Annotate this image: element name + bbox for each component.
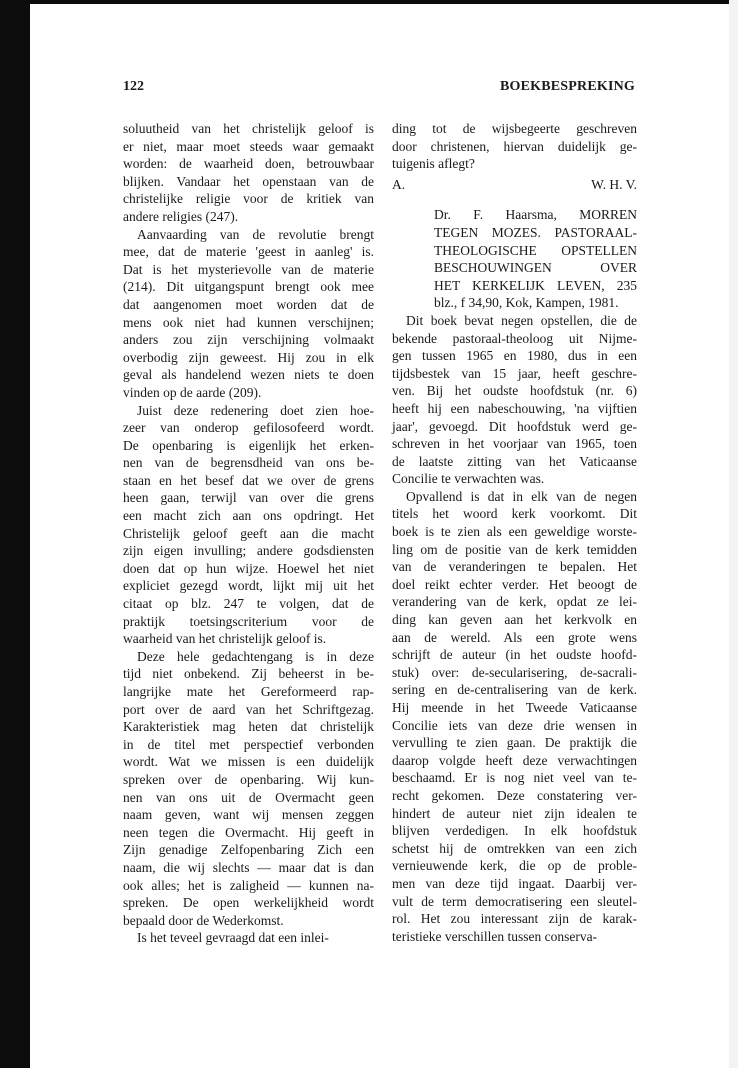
book-reference-line: BESCHOUWINGEN OVER [434, 260, 637, 276]
text-line: door christenen, hiervan duidelijk ge- [392, 138, 637, 154]
text-line: teristieke verschillen tussen conserva- [392, 928, 598, 944]
text-line: van de veranderingen te bepalen. Het [392, 559, 637, 575]
text-line: Opvallend is dat in elk van de negen [406, 488, 637, 504]
text-line: Is het teveel gevraagd dat een inlei- [137, 930, 329, 946]
text-line: recht gekomen. Deze constatering ver- [392, 787, 637, 803]
text-line: een macht zich aan ons opdringt. Het [123, 508, 374, 524]
scan-border-right [729, 0, 738, 1068]
text-line: er niet, maar moet steeds waar gemaakt [123, 138, 374, 154]
text-line: doel reikt echter verder. Het beoogt de [392, 576, 637, 592]
text-line: De openbaring is eigenlijk het erken- [123, 437, 374, 453]
text-line: nen van ons uit de Overmacht geen [123, 789, 374, 805]
text-line: Juist deze redenering doet zien hoe- [137, 402, 374, 418]
text-line: staan en het besef dat we over de grens [123, 472, 374, 488]
text-line: Karakteristiek mag heten dat christelijk [123, 719, 374, 735]
continuation-paragraph [392, 120, 637, 173]
text-line: titels het woord kerk voorkomt. Dit [392, 506, 637, 522]
text-line: Aanvaarding van de revolutie brengt [137, 226, 374, 242]
text-line: verandering van de kerk, opdat ze lei- [392, 594, 637, 610]
text-line: vult de term democratisering een sleutel- [392, 893, 637, 909]
text-line: ven. Bij het oudste hoofdstuk (nr. 6) [392, 383, 637, 399]
text-line: Dat is het mysterievolle van de materie [123, 261, 374, 277]
text-line: aan de wereld. Als een grote wens [392, 629, 637, 645]
text-line: geval als handelend wezen niets te doen [123, 367, 374, 383]
text-line: langrijke mate het Gereformeerd rap- [123, 684, 374, 699]
text-line: blijken. Vandaar het openstaan van de [123, 173, 374, 189]
text-line: Hij meende in het Tweede Vaticaanse [392, 700, 637, 715]
text-line: tuigenis aflegt? [392, 156, 475, 172]
text-line: daarop volgde heeft deze verwachtingen [392, 752, 637, 768]
text-line: expliciet gezegd wordt, lijkt mij uit het [123, 578, 374, 594]
text-line: Zijn genadige Zelfopenbaring Zich een [123, 842, 374, 858]
text-line: zeer van onderop gefilosofeerd wordt. [123, 420, 374, 436]
text-line: port over de aard van het Schriftgezag. [123, 701, 374, 717]
text-line: heen gaan, terwijl van over die grens [123, 490, 374, 506]
text-line: men van deze tijd ingaat. Daarbij ver- [392, 875, 637, 891]
text-line: naam, die wij slechts — maar dat is dan [123, 859, 374, 875]
text-line: rol. Het zou interessant zijn de karak- [392, 911, 637, 927]
text-line: neen tegen die Overmacht. Hij geeft in [123, 824, 374, 840]
text-line: bepaald door de Wederkomst. [123, 912, 284, 928]
book-reference-line: TEGEN MOZES. PASTORAAL- [434, 224, 637, 240]
scan-border-left [0, 0, 30, 1068]
text-line: Dit boek bevat negen opstellen, die de [406, 312, 637, 328]
text-line: ding kan geven aan het kerkvolk en [392, 612, 637, 628]
text-line: boek is te zien als een geweldige worste- [392, 524, 637, 540]
book-reference-line: THEOLOGISCHE OPSTELLEN [434, 242, 637, 258]
text-line: Concilie iets van deze drie wensen in [392, 717, 637, 733]
text-line: schreven in het voorjaar van 1965, toen [392, 436, 637, 452]
text-line: Deze hele gedachtengang is in deze [137, 648, 374, 664]
text-line: spreken over de openbaring. Wij kun- [123, 771, 374, 787]
book-reference-line: Dr. F. Haarsma, MORREN [434, 207, 637, 223]
left-column [123, 120, 374, 947]
text-line: sering en de-centralisering van de kerk. [392, 682, 637, 698]
book-reference [434, 206, 637, 312]
text-line: christelijke religie voor de kritiek van [123, 191, 374, 207]
text-line: spreken. De open werkelijkheid wordt [123, 895, 374, 911]
text-line: soluutheid van het christelijk geloof is [123, 121, 374, 136]
text-line: andere religies (247). [123, 208, 239, 224]
right-column [392, 120, 637, 945]
text-line: anders zou zijn verschijning volmaakt [123, 332, 374, 348]
text-line: tijd niet onbekend. Zij beheerst in be- [123, 666, 374, 682]
text-line: doen dat op hun wijze. Hoewel het niet [123, 560, 374, 576]
running-header [123, 79, 635, 99]
text-line: Christelijk geloof geeft aan die macht [123, 525, 374, 541]
text-line: wordt. Wat we missen is een duidelijk [123, 754, 374, 770]
text-line: vinden op de aarde (209). [123, 384, 262, 400]
book-reference-line: HET KERKELIJK LEVEN, 235 [434, 277, 637, 293]
text-line: (214). Dit uitgangspunt brengt ook mee [123, 279, 374, 295]
review-signature [392, 176, 637, 194]
text-line: waarheid van het christelijk geloof is. [123, 631, 327, 647]
text-line: in de titel met perspectief verbonden [123, 736, 374, 752]
text-line: vervulling te zien gaan. De praktijk die [392, 735, 637, 751]
text-line: mee, dat de materie 'geest in aanleg' is. [123, 244, 374, 260]
scan-border-top [0, 0, 738, 4]
review-body [392, 312, 637, 945]
text-line: vernieuwende kerk, die op de proble- [392, 858, 637, 874]
text-line: zijn eigen invulling; andere godsdiensten [123, 543, 374, 559]
book-reference-line: blz., f 34,90, Kok, Kampen, 1981. [434, 295, 619, 311]
text-line: naam geven, want wij mensen zeggen [123, 807, 374, 823]
text-line: worden: de waarheid doen, betrouwbaar [123, 156, 374, 172]
text-line: schrijft de auteur (in het oudste hoofd- [392, 647, 637, 663]
text-line: schetst hij de omtrekken van een zich [392, 840, 637, 856]
text-line: tijdsbestek van 15 jaar, heeft geschre- [392, 365, 637, 381]
text-line: ook alles; het is zaligheid — kunnen na- [123, 877, 374, 893]
text-line: mens ook niet had kunnen verschijnen; [123, 314, 374, 330]
text-line: Concilie te verwachten was. [392, 471, 545, 487]
text-line: stuk) over: de-secularisering, de-sacrali- [392, 664, 637, 680]
page-number: 122 [123, 79, 144, 94]
text-line: blijven verdedigen. In elk hoofdstuk [392, 823, 637, 839]
text-line: overbodig zijn geweest. Hij zou in elk [123, 349, 374, 365]
text-line: citaat op blz. 247 te volgen, dat de [123, 596, 374, 612]
text-line: ding tot de wijsbegeerte geschreven [392, 121, 637, 136]
text-line: praktijk toetsingscriterium voor de [123, 613, 374, 629]
text-line: hindert de auteur niet zijn idealen te [392, 805, 637, 821]
text-line: de laatste zitting van het Vaticaanse [392, 453, 637, 469]
signature-author: W. H. V. [591, 176, 637, 192]
text-line: heeft hij een nabeschouwing, 'na vijftien [392, 400, 637, 416]
section-title: BOEKBESPREKING [499, 79, 635, 94]
text-line: dat aangenomen moet worden dat de [123, 296, 374, 312]
text-line: bekende pastoraal-theoloog uit Nijme- [392, 330, 637, 346]
text-line: jaar', gevoegd. Dit hoofdstuk werd ge- [392, 418, 637, 434]
text-line: beschaamd. Er is nog niet veel van te- [392, 770, 637, 786]
text-line: nen van de begrensdheid van ons be- [123, 455, 374, 471]
signature-initial: A. [392, 176, 406, 192]
text-line: ling om de positie van de kerk temidden [392, 541, 637, 557]
text-line: gen tussen 1965 en 1980, dus in een [392, 348, 637, 364]
